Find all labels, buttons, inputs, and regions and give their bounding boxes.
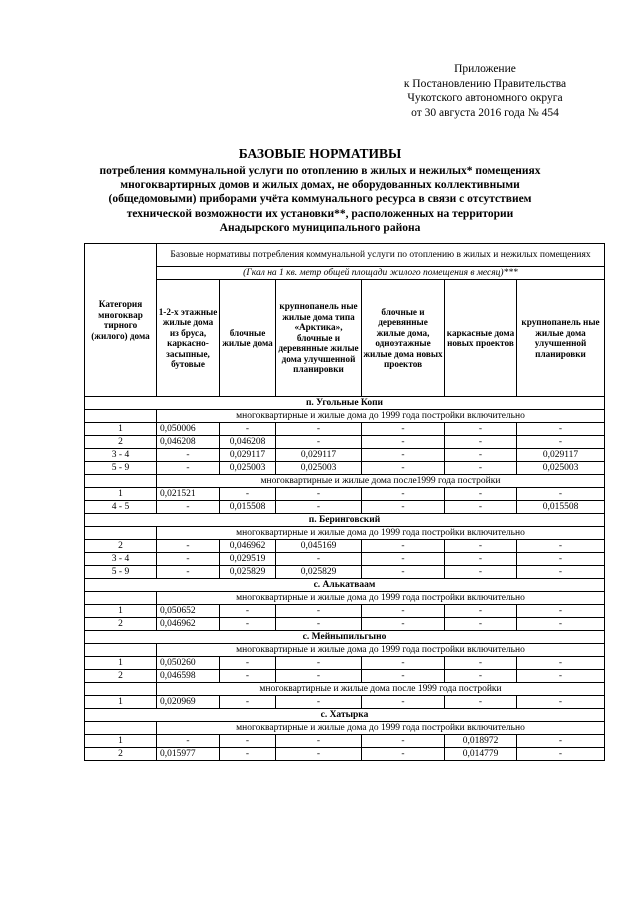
norm-value-cell: 0,015508 xyxy=(517,501,605,514)
norm-value-cell: - xyxy=(276,605,362,618)
location-name: п. Угольные Копи xyxy=(85,397,605,410)
table-row xyxy=(85,449,605,462)
norm-value-cell: 0,045169 xyxy=(276,540,362,553)
group-row xyxy=(85,527,605,540)
appendix-line: Приложение xyxy=(454,63,516,75)
group-spacer-cell xyxy=(85,644,157,657)
norm-value-cell: - xyxy=(445,449,517,462)
location-name: с. Мейныпильгыно xyxy=(85,631,605,644)
norm-value-cell: 0,025829 xyxy=(276,566,362,579)
norm-value-cell: - xyxy=(445,488,517,501)
norm-value-cell: - xyxy=(362,605,445,618)
appendix-block xyxy=(380,62,590,120)
floors-cell: 5 - 9 xyxy=(85,566,157,579)
group-spacer-cell xyxy=(85,410,157,423)
document-subtitle-line: технической возможности их установки**, расположенных на территории xyxy=(126,207,514,220)
floors-cell: 1 xyxy=(85,735,157,748)
norm-value-cell: - xyxy=(445,540,517,553)
norm-value-cell: - xyxy=(157,735,220,748)
norm-value-cell: - xyxy=(445,553,517,566)
norm-value-cell: - xyxy=(362,657,445,670)
table-row xyxy=(85,670,605,683)
document-subtitle-line: (общедомовыми) приборами учёта коммунального ресурса в связи с отсутствием xyxy=(108,193,532,206)
floors-cell: 1 xyxy=(85,488,157,501)
column-header: блочные жилые дома xyxy=(220,280,276,397)
group-spacer-cell xyxy=(85,592,157,605)
norm-value-cell: - xyxy=(276,436,362,449)
group-row xyxy=(85,644,605,657)
norm-value-cell: - xyxy=(517,423,605,436)
norm-value-cell: 0,050006 xyxy=(157,423,220,436)
norm-value-cell: 0,020969 xyxy=(157,696,220,709)
floors-cell: 5 - 9 xyxy=(85,462,157,475)
building-group-label: многоквартирные и жилые дома после 1999 года постройки xyxy=(157,683,605,696)
norm-value-cell: 0,015508 xyxy=(220,501,276,514)
norm-value-cell: - xyxy=(157,553,220,566)
norm-value-cell: - xyxy=(445,670,517,683)
norm-value-cell: 0,046962 xyxy=(157,618,220,631)
norms-table xyxy=(84,243,605,761)
floors-cell: 2 xyxy=(85,618,157,631)
building-group-label: многоквартирные и жилые дома до 1999 года постройки включительно xyxy=(157,644,605,657)
norm-value-cell: - xyxy=(517,657,605,670)
norm-value-cell: - xyxy=(362,553,445,566)
norm-value-cell: - xyxy=(157,501,220,514)
norm-value-cell: 0,015977 xyxy=(157,748,220,761)
document-subtitle-line: потребления коммунальной услуги по отоплению в жилых и нежилых* помещениях xyxy=(99,165,541,177)
table-row xyxy=(85,748,605,761)
location-row xyxy=(85,514,605,527)
norm-value-cell: - xyxy=(362,436,445,449)
norm-value-cell: - xyxy=(276,488,362,501)
norm-value-cell: - xyxy=(445,462,517,475)
norm-value-cell: - xyxy=(362,449,445,462)
norm-value-cell: 0,021521 xyxy=(157,488,220,501)
norm-value-cell: 0,046208 xyxy=(157,436,220,449)
group-spacer-cell xyxy=(85,475,157,488)
norm-value-cell: - xyxy=(220,735,276,748)
norm-value-cell: 0,050260 xyxy=(157,657,220,670)
location-name: с. Хатырка xyxy=(85,709,605,722)
location-name: с. Алькатваам xyxy=(85,579,605,592)
norm-value-cell: 0,025003 xyxy=(517,462,605,475)
norm-value-cell: 0,025003 xyxy=(276,462,362,475)
norm-value-cell: 0,029117 xyxy=(276,449,362,462)
column-header: крупнопанель ные жилые дома улучшенной планировки xyxy=(517,280,605,397)
norm-value-cell: - xyxy=(362,501,445,514)
norm-value-cell: - xyxy=(276,553,362,566)
norm-value-cell: - xyxy=(362,488,445,501)
norm-value-cell: - xyxy=(157,449,220,462)
norm-value-cell: - xyxy=(157,462,220,475)
table-row xyxy=(85,696,605,709)
building-group-label: многоквартирные и жилые дома после1999 года постройки xyxy=(157,475,605,488)
norm-value-cell: - xyxy=(157,540,220,553)
norm-value-cell: 0,025003 xyxy=(220,462,276,475)
header-row-main xyxy=(85,244,605,267)
norm-value-cell: - xyxy=(445,566,517,579)
norm-value-cell: - xyxy=(517,553,605,566)
norm-value-cell: 0,018972 xyxy=(445,735,517,748)
table-row xyxy=(85,540,605,553)
norm-value-cell: - xyxy=(517,670,605,683)
norm-value-cell: - xyxy=(362,566,445,579)
document-subtitle-line: многоквартирных домов и жилых домах, не оборудованных коллективными xyxy=(120,179,520,192)
document-title: БАЗОВЫЕ НОРМАТИВЫ xyxy=(238,146,402,161)
group-row xyxy=(85,475,605,488)
table-row xyxy=(85,657,605,670)
floors-cell: 1 xyxy=(85,657,157,670)
norm-value-cell: 0,046208 xyxy=(220,436,276,449)
norm-value-cell: - xyxy=(220,605,276,618)
column-header: 1-2-х этажные жилые дома из бруса, каркасно-засыпные, бутовые xyxy=(157,280,220,397)
norm-value-cell: - xyxy=(517,618,605,631)
norm-value-cell: - xyxy=(445,657,517,670)
norm-value-cell: 0,046598 xyxy=(157,670,220,683)
group-row xyxy=(85,592,605,605)
table-row xyxy=(85,553,605,566)
norm-value-cell: - xyxy=(362,748,445,761)
location-row xyxy=(85,579,605,592)
norm-value-cell: - xyxy=(276,501,362,514)
norm-value-cell: - xyxy=(362,540,445,553)
norms-unit-header: (Гкал на 1 кв. метр общей площади жилого помещения в месяц)*** xyxy=(157,267,605,280)
norm-value-cell: - xyxy=(517,540,605,553)
norm-value-cell: - xyxy=(157,566,220,579)
norm-value-cell: - xyxy=(517,605,605,618)
norm-value-cell: 0,029117 xyxy=(517,449,605,462)
norm-value-cell: - xyxy=(220,748,276,761)
column-header: блочные и деревянные жилые дома, одноэтажные жилые дома новых проектов xyxy=(362,280,445,397)
norm-value-cell: - xyxy=(276,657,362,670)
table-row xyxy=(85,618,605,631)
norm-value-cell: - xyxy=(445,501,517,514)
header-row-unit xyxy=(85,267,605,280)
table-row xyxy=(85,462,605,475)
document-subtitle-line: Анадырского муниципального района xyxy=(219,221,421,234)
norm-value-cell: - xyxy=(517,566,605,579)
building-group-label: многоквартирные и жилые дома до 1999 года постройки включительно xyxy=(157,592,605,605)
table-row xyxy=(85,735,605,748)
norm-value-cell: - xyxy=(362,735,445,748)
norm-value-cell: - xyxy=(220,423,276,436)
table-row xyxy=(85,501,605,514)
table-row xyxy=(85,566,605,579)
norm-value-cell: - xyxy=(517,748,605,761)
column-header: каркасные дома новых проектов xyxy=(445,280,517,397)
norm-value-cell: - xyxy=(445,618,517,631)
norm-value-cell: 0,014779 xyxy=(445,748,517,761)
floors-cell: 4 - 5 xyxy=(85,501,157,514)
norm-value-cell: - xyxy=(445,423,517,436)
norm-value-cell: - xyxy=(276,670,362,683)
table-row xyxy=(85,423,605,436)
norm-value-cell: - xyxy=(445,696,517,709)
table-row xyxy=(85,605,605,618)
norm-value-cell: - xyxy=(362,423,445,436)
group-spacer-cell xyxy=(85,722,157,735)
norm-value-cell: - xyxy=(220,696,276,709)
floors-cell: 3 - 4 xyxy=(85,449,157,462)
norms-main-header: Базовые нормативы потребления коммунальной услуги по отоплению в жилых и нежилых помещениях xyxy=(157,244,605,267)
location-name: п. Беринговский xyxy=(85,514,605,527)
header-row-columns xyxy=(85,280,605,397)
category-header: Категория многоквар тирного (жилого) дома xyxy=(85,244,157,397)
building-group-label: многоквартирные и жилые дома до 1999 года постройки включительно xyxy=(157,527,605,540)
norm-value-cell: - xyxy=(276,696,362,709)
location-row xyxy=(85,709,605,722)
norm-value-cell: - xyxy=(362,670,445,683)
appendix-line: от 30 августа 2016 года № 454 xyxy=(411,106,559,119)
floors-cell: 1 xyxy=(85,605,157,618)
appendix-line: Чукотского автономного округа xyxy=(407,92,563,104)
floors-cell: 2 xyxy=(85,436,157,449)
group-row xyxy=(85,410,605,423)
location-row xyxy=(85,631,605,644)
document-title-block xyxy=(60,146,580,235)
norm-value-cell: - xyxy=(362,618,445,631)
floors-cell: 2 xyxy=(85,670,157,683)
norm-value-cell: - xyxy=(362,696,445,709)
norm-value-cell: - xyxy=(517,696,605,709)
table-row xyxy=(85,488,605,501)
norm-value-cell: 0,025829 xyxy=(220,566,276,579)
group-spacer-cell xyxy=(85,527,157,540)
norm-value-cell: 0,029117 xyxy=(220,449,276,462)
norm-value-cell: - xyxy=(220,670,276,683)
table-row xyxy=(85,436,605,449)
appendix-line: к Постановлению Правительства xyxy=(403,77,567,90)
group-row xyxy=(85,722,605,735)
norm-value-cell: - xyxy=(276,748,362,761)
norm-value-cell: - xyxy=(276,735,362,748)
norm-value-cell: 0,050652 xyxy=(157,605,220,618)
norm-value-cell: - xyxy=(445,605,517,618)
floors-cell: 1 xyxy=(85,696,157,709)
building-group-label: многоквартирные и жилые дома до 1999 года постройки включительно xyxy=(157,722,605,735)
floors-cell: 3 - 4 xyxy=(85,553,157,566)
norm-value-cell: - xyxy=(362,462,445,475)
norm-value-cell: - xyxy=(445,436,517,449)
group-row xyxy=(85,683,605,696)
group-spacer-cell xyxy=(85,683,157,696)
floors-cell: 2 xyxy=(85,748,157,761)
location-row xyxy=(85,397,605,410)
norm-value-cell: - xyxy=(517,436,605,449)
norm-value-cell: - xyxy=(220,618,276,631)
floors-cell: 1 xyxy=(85,423,157,436)
norm-value-cell: - xyxy=(220,488,276,501)
norm-value-cell: 0,046962 xyxy=(220,540,276,553)
column-header: крупнопанель ные жилые дома типа «Арктика», блочные и деревянные жилые дома улучшенной планировки xyxy=(276,280,362,397)
norms-table-body xyxy=(85,244,605,761)
norm-value-cell: - xyxy=(276,618,362,631)
norm-value-cell: - xyxy=(517,735,605,748)
norm-value-cell: - xyxy=(276,423,362,436)
norm-value-cell: - xyxy=(220,657,276,670)
norm-value-cell: - xyxy=(517,488,605,501)
floors-cell: 2 xyxy=(85,540,157,553)
building-group-label: многоквартирные и жилые дома до 1999 года постройки включительно xyxy=(157,410,605,423)
norm-value-cell: 0,029519 xyxy=(220,553,276,566)
